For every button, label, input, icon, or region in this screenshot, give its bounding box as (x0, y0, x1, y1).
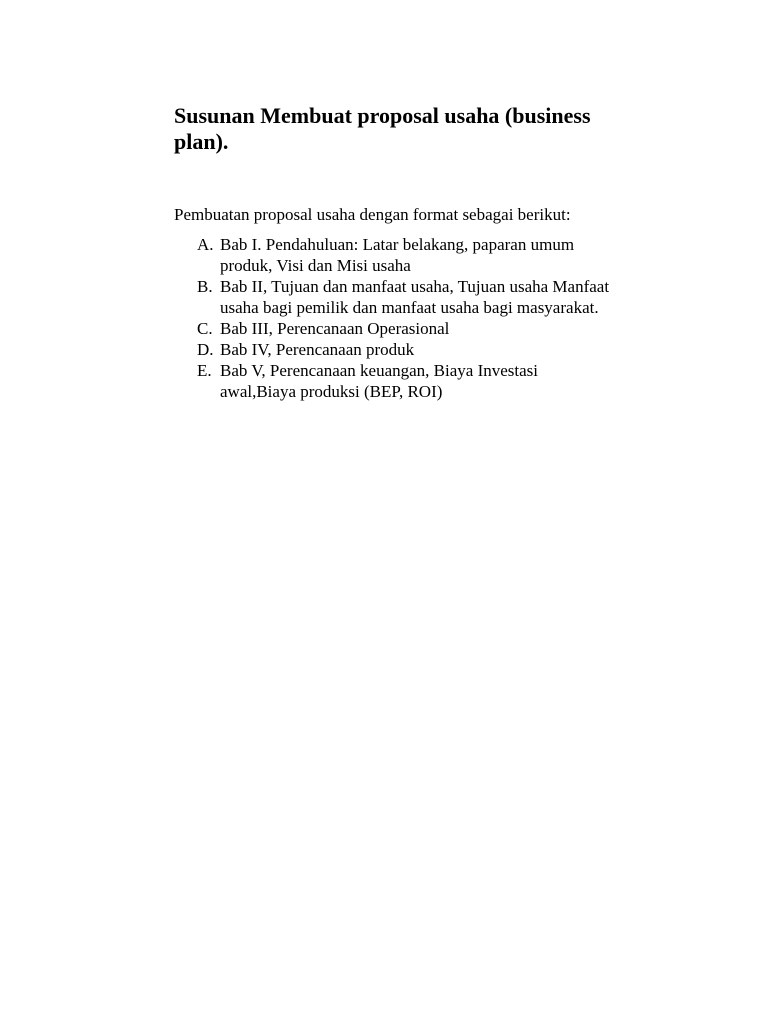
list-item (174, 276, 614, 318)
list-item (174, 318, 614, 339)
list-item-text: Bab III, Perencanaan Operasional (220, 319, 450, 338)
list-marker: C. (197, 319, 213, 338)
list-item (174, 339, 614, 360)
document-title: Susunan Membuat proposal usaha (business plan). (174, 103, 591, 154)
chapter-list (174, 234, 614, 402)
list-marker: E. (197, 361, 212, 380)
list-item-text: Bab II, Tujuan dan manfaat usaha, Tujuan usaha Manfaat usaha bagi pemilik dan manfaat usaha bagi masyarakat. (220, 277, 610, 317)
list-item (174, 234, 614, 276)
list-item-text: Bab I. Pendahuluan: Latar belakang, paparan umum produk, Visi dan Misi usaha (220, 235, 575, 275)
list-item-text: Bab IV, Perencanaan produk (220, 340, 415, 359)
list-marker: A. (197, 235, 214, 254)
intro-paragraph: Pembuatan proposal usaha dengan format sebagai berikut: (174, 205, 571, 224)
list-marker: B. (197, 277, 213, 296)
list-item-text: Bab V, Perencanaan keuangan, Biaya Investasi awal,Biaya produksi (BEP, ROI) (220, 361, 539, 401)
list-marker: D. (197, 340, 214, 359)
list-item (174, 360, 614, 402)
